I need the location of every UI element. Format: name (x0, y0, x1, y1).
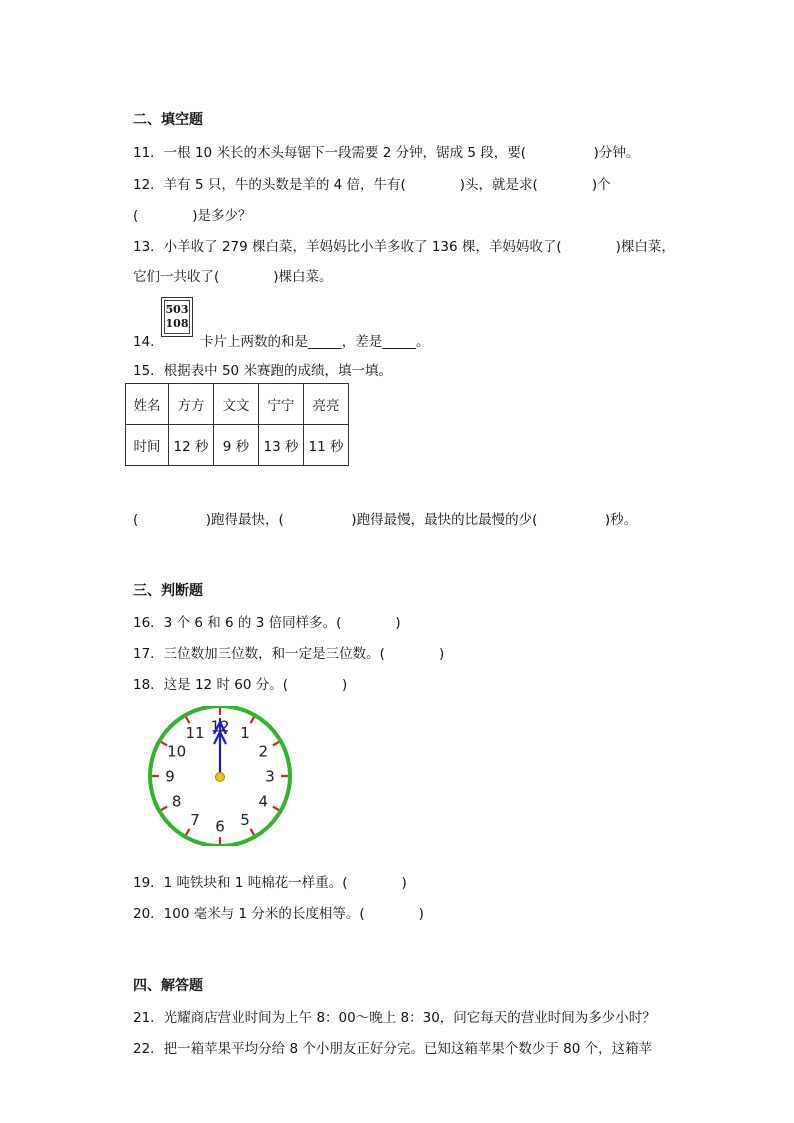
table-cell: 13 秒 (259, 425, 304, 466)
question-18: 18．这是 12 时 60 分。( ) (133, 677, 348, 693)
table-cell: 11 秒 (304, 425, 349, 466)
table-cell: 方方 (169, 384, 214, 425)
table-cell: 12 秒 (169, 425, 214, 466)
clock-number: 4 (258, 792, 269, 811)
clock-number: 12 (210, 717, 230, 736)
race-results-table (125, 383, 349, 466)
table-row (126, 384, 349, 425)
clock-number: 3 (265, 767, 275, 786)
table-row (126, 425, 349, 466)
table-cell: 9 秒 (214, 425, 259, 466)
question-11: 11．一根 10 米长的木头每锯下一段需要 2 分钟，锯成 5 段，要( )分钟。 (133, 145, 640, 161)
question-14-text: 卡片上两数的和是_____，差是_____。 (200, 334, 430, 350)
question-12-line-1: 12．羊有 5 只，牛的头数是羊的 4 倍，牛有( )头，就是求( )个 (133, 177, 611, 193)
clock-number: 9 (165, 767, 175, 786)
table-cell: 亮亮 (304, 384, 349, 425)
table-cell: 宁宁 (259, 384, 304, 425)
section-heading-fill-in: 二、填空题 (133, 112, 203, 128)
clock-number: 1 (240, 724, 250, 743)
clock-pivot (216, 773, 225, 782)
clock-figure (145, 706, 295, 846)
question-16: 16．3 个 6 和 6 的 3 倍同样多。( ) (133, 615, 401, 631)
question-21: 21．光耀商店营业时间为上午 8：00～晚上 8：30，问它每天的营业时间为多少小时？ (133, 1010, 656, 1026)
clock-number: 2 (258, 742, 269, 761)
number-card (161, 297, 193, 337)
question-13-line-2: 它们一共收了( )棵白菜。 (133, 269, 333, 285)
section-heading-true-false: 三、判断题 (133, 583, 203, 599)
card-bottom-number: 108 (165, 317, 189, 330)
question-19: 19．1 吨铁块和 1 吨棉花一样重。( ) (133, 875, 407, 891)
question-15-answer: ( )跑得最快，( )跑得最慢，最快的比最慢的少( )秒。 (133, 512, 638, 528)
clock-number: 11 (185, 724, 205, 743)
clock-number: 7 (190, 810, 200, 829)
question-13-line-1: 13．小羊收了 279 棵白菜，羊妈妈比小羊多收了 136 棵，羊妈妈收了( )棵白菜， (133, 239, 675, 255)
clock-number: 10 (167, 742, 187, 761)
card-top-number: 503 (165, 303, 189, 316)
question-15: 15．根据表中 50 米赛跑的成绩，填一填。 (133, 363, 392, 379)
section-heading-word-problems: 四、解答题 (133, 978, 203, 994)
clock-number: 5 (240, 810, 250, 829)
clock-number: 8 (171, 792, 182, 811)
question-14-number: 14． (133, 334, 164, 350)
clock-number: 6 (215, 817, 225, 836)
table-cell: 时间 (126, 425, 169, 466)
question-22: 22．把一箱苹果平均分给 8 个小朋友正好分完。已知这箱苹果个数少于 80 个，这箱苹 (133, 1041, 653, 1057)
question-12-line-2: ( )是多少？ (133, 208, 252, 224)
table-cell: 姓名 (126, 384, 169, 425)
table-cell: 文文 (214, 384, 259, 425)
question-17: 17．三位数加三位数，和一定是三位数。( ) (133, 646, 445, 662)
question-20: 20．100 毫米与 1 分米的长度相等。( ) (133, 906, 424, 922)
